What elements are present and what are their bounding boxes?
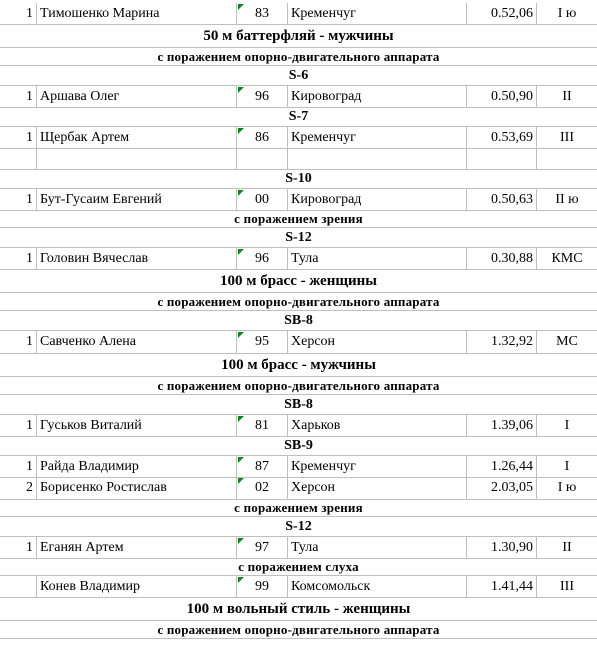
city-cell: Кировоград: [288, 86, 467, 107]
rank-cell: III: [560, 578, 574, 594]
cell-comment-marker: [238, 577, 244, 583]
cell-comment-marker: [238, 87, 244, 93]
time-cell: 1.41,44: [467, 576, 537, 597]
result-row: [0, 576, 597, 598]
birth-year-cell: 83: [237, 3, 288, 24]
cell-comment-marker: [238, 416, 244, 422]
city-cell: [288, 148, 467, 169]
cell-comment-marker: [238, 4, 244, 10]
place-cell: 1: [0, 248, 37, 269]
place-cell: 1: [0, 3, 37, 24]
rank-cell: I ю: [557, 5, 577, 21]
cell-comment-marker: [238, 538, 244, 544]
event-title: 100 м брасс - мужчины: [221, 356, 376, 373]
result-row: [0, 477, 597, 500]
birth-year-cell: 99: [237, 576, 288, 597]
result-row: [0, 331, 597, 354]
cell-comment-marker: [238, 190, 244, 196]
athlete-name-cell: Бут-Гусаим Евгений: [37, 189, 237, 210]
athlete-name-cell: Райда Владимир: [37, 456, 237, 477]
cell-comment-marker: [238, 128, 244, 134]
row-divider: [0, 638, 597, 639]
athlete-name-cell: Борисенко Ростислав: [37, 477, 237, 499]
class-heading: SB-8: [284, 397, 313, 412]
place-cell: 1: [0, 189, 37, 210]
rank-cell: I: [564, 458, 570, 474]
birth-year-cell: 96: [237, 86, 288, 107]
rank-cell: II: [562, 88, 572, 104]
birth-year-cell: 81: [237, 415, 288, 436]
category-subtitle: с поражением опорно-двигательного аппарата: [157, 49, 440, 64]
time-cell: 1.32,92: [467, 331, 537, 353]
category-subtitle: с поражением опорно-двигательного аппарата: [157, 378, 440, 393]
city-cell: Харьков: [288, 415, 467, 436]
city-cell: Кировоград: [288, 189, 467, 210]
athlete-name-cell: Гуськов Виталий: [37, 415, 237, 436]
athlete-name-cell: Аршава Олег: [37, 86, 237, 107]
time-cell: 0.30,88: [467, 248, 537, 269]
birth-year-cell: 95: [237, 331, 288, 353]
class-heading: S-12: [285, 230, 312, 245]
city-cell: Кременчуг: [288, 3, 467, 24]
category-subtitle: с поражением слуха: [238, 559, 359, 574]
result-row: [0, 189, 597, 211]
place-cell: 1: [0, 331, 37, 353]
city-cell: Херсон: [288, 477, 467, 499]
athlete-name-cell: Щербак Артем: [37, 127, 237, 148]
result-row: [0, 3, 597, 25]
rank-cell: II ю: [555, 191, 579, 207]
rank-cell: III: [560, 129, 574, 145]
time-cell: 0.50,90: [467, 86, 537, 107]
city-cell: Кременчуг: [288, 456, 467, 477]
athlete-name-cell: Тимошенко Марина: [37, 3, 237, 24]
class-heading: S-6: [288, 68, 309, 83]
birth-year-cell: 02: [237, 477, 288, 499]
result-row: [0, 537, 597, 559]
time-cell: 1.30,90: [467, 537, 537, 558]
time-cell: [467, 148, 537, 169]
city-cell: Тула: [288, 248, 467, 269]
class-heading: SB-8: [284, 313, 313, 328]
cell-comment-marker: [238, 457, 244, 463]
rank-cell: МС: [556, 334, 578, 349]
birth-year-cell: [237, 148, 288, 169]
place-cell: 2: [0, 477, 37, 499]
class-heading: S-10: [285, 171, 312, 186]
empty-row: [0, 148, 597, 170]
place-cell: 1: [0, 415, 37, 436]
place-cell: 1: [0, 456, 37, 477]
birth-year-cell: 86: [237, 127, 288, 148]
class-heading: S-12: [285, 519, 312, 534]
rank-cell: [537, 148, 597, 169]
time-cell: 0.52,06: [467, 3, 537, 24]
place-cell: 1: [0, 86, 37, 107]
athlete-name-cell: Савченко Алена: [37, 331, 237, 353]
athlete-name-cell: Еганян Артем: [37, 537, 237, 558]
result-row: [0, 415, 597, 437]
class-heading: S-7: [288, 109, 309, 124]
time-cell: 0.50,63: [467, 189, 537, 210]
event-title: 50 м баттерфляй - мужчины: [203, 27, 394, 44]
athlete-name-cell: [37, 148, 237, 169]
result-row: [0, 456, 597, 478]
athlete-name-cell: Конев Владимир: [37, 576, 237, 597]
result-row: [0, 127, 597, 149]
category-subtitle: с поражением зрения: [234, 211, 363, 226]
birth-year-cell: 97: [237, 537, 288, 558]
place-cell: 1: [0, 127, 37, 148]
city-cell: Тула: [288, 537, 467, 558]
birth-year-cell: 87: [237, 456, 288, 477]
rank-cell: КМС: [551, 250, 583, 266]
time-cell: 1.26,44: [467, 456, 537, 477]
time-cell: 2.03,05: [467, 477, 537, 499]
result-row: [0, 86, 597, 108]
rank-cell: I: [564, 417, 570, 433]
event-title: 100 м брасс - женщины: [219, 272, 377, 289]
result-row: [0, 248, 597, 270]
place-cell: [0, 148, 37, 169]
birth-year-cell: 96: [237, 248, 288, 269]
athlete-name-cell: Головин Вячеслав: [37, 248, 237, 269]
place-cell: [0, 576, 37, 597]
category-subtitle: с поражением опорно-двигательного аппарата: [157, 622, 440, 637]
cell-comment-marker: [238, 478, 244, 484]
class-heading: SB-9: [284, 438, 313, 453]
event-title: 100 м вольный стиль - женщины: [186, 600, 411, 617]
cell-comment-marker: [238, 332, 244, 338]
time-cell: 1.39,06: [467, 415, 537, 436]
place-cell: 1: [0, 537, 37, 558]
cell-comment-marker: [238, 249, 244, 255]
time-cell: 0.53,69: [467, 127, 537, 148]
category-subtitle: с поражением зрения: [234, 500, 363, 515]
city-cell: Херсон: [288, 331, 467, 353]
city-cell: Кременчуг: [288, 127, 467, 148]
rank-cell: II: [562, 539, 572, 555]
birth-year-cell: 00: [237, 189, 288, 210]
category-subtitle: с поражением опорно-двигательного аппарата: [157, 294, 440, 309]
city-cell: Комсомольск: [288, 576, 467, 597]
rank-cell: I ю: [557, 480, 577, 495]
